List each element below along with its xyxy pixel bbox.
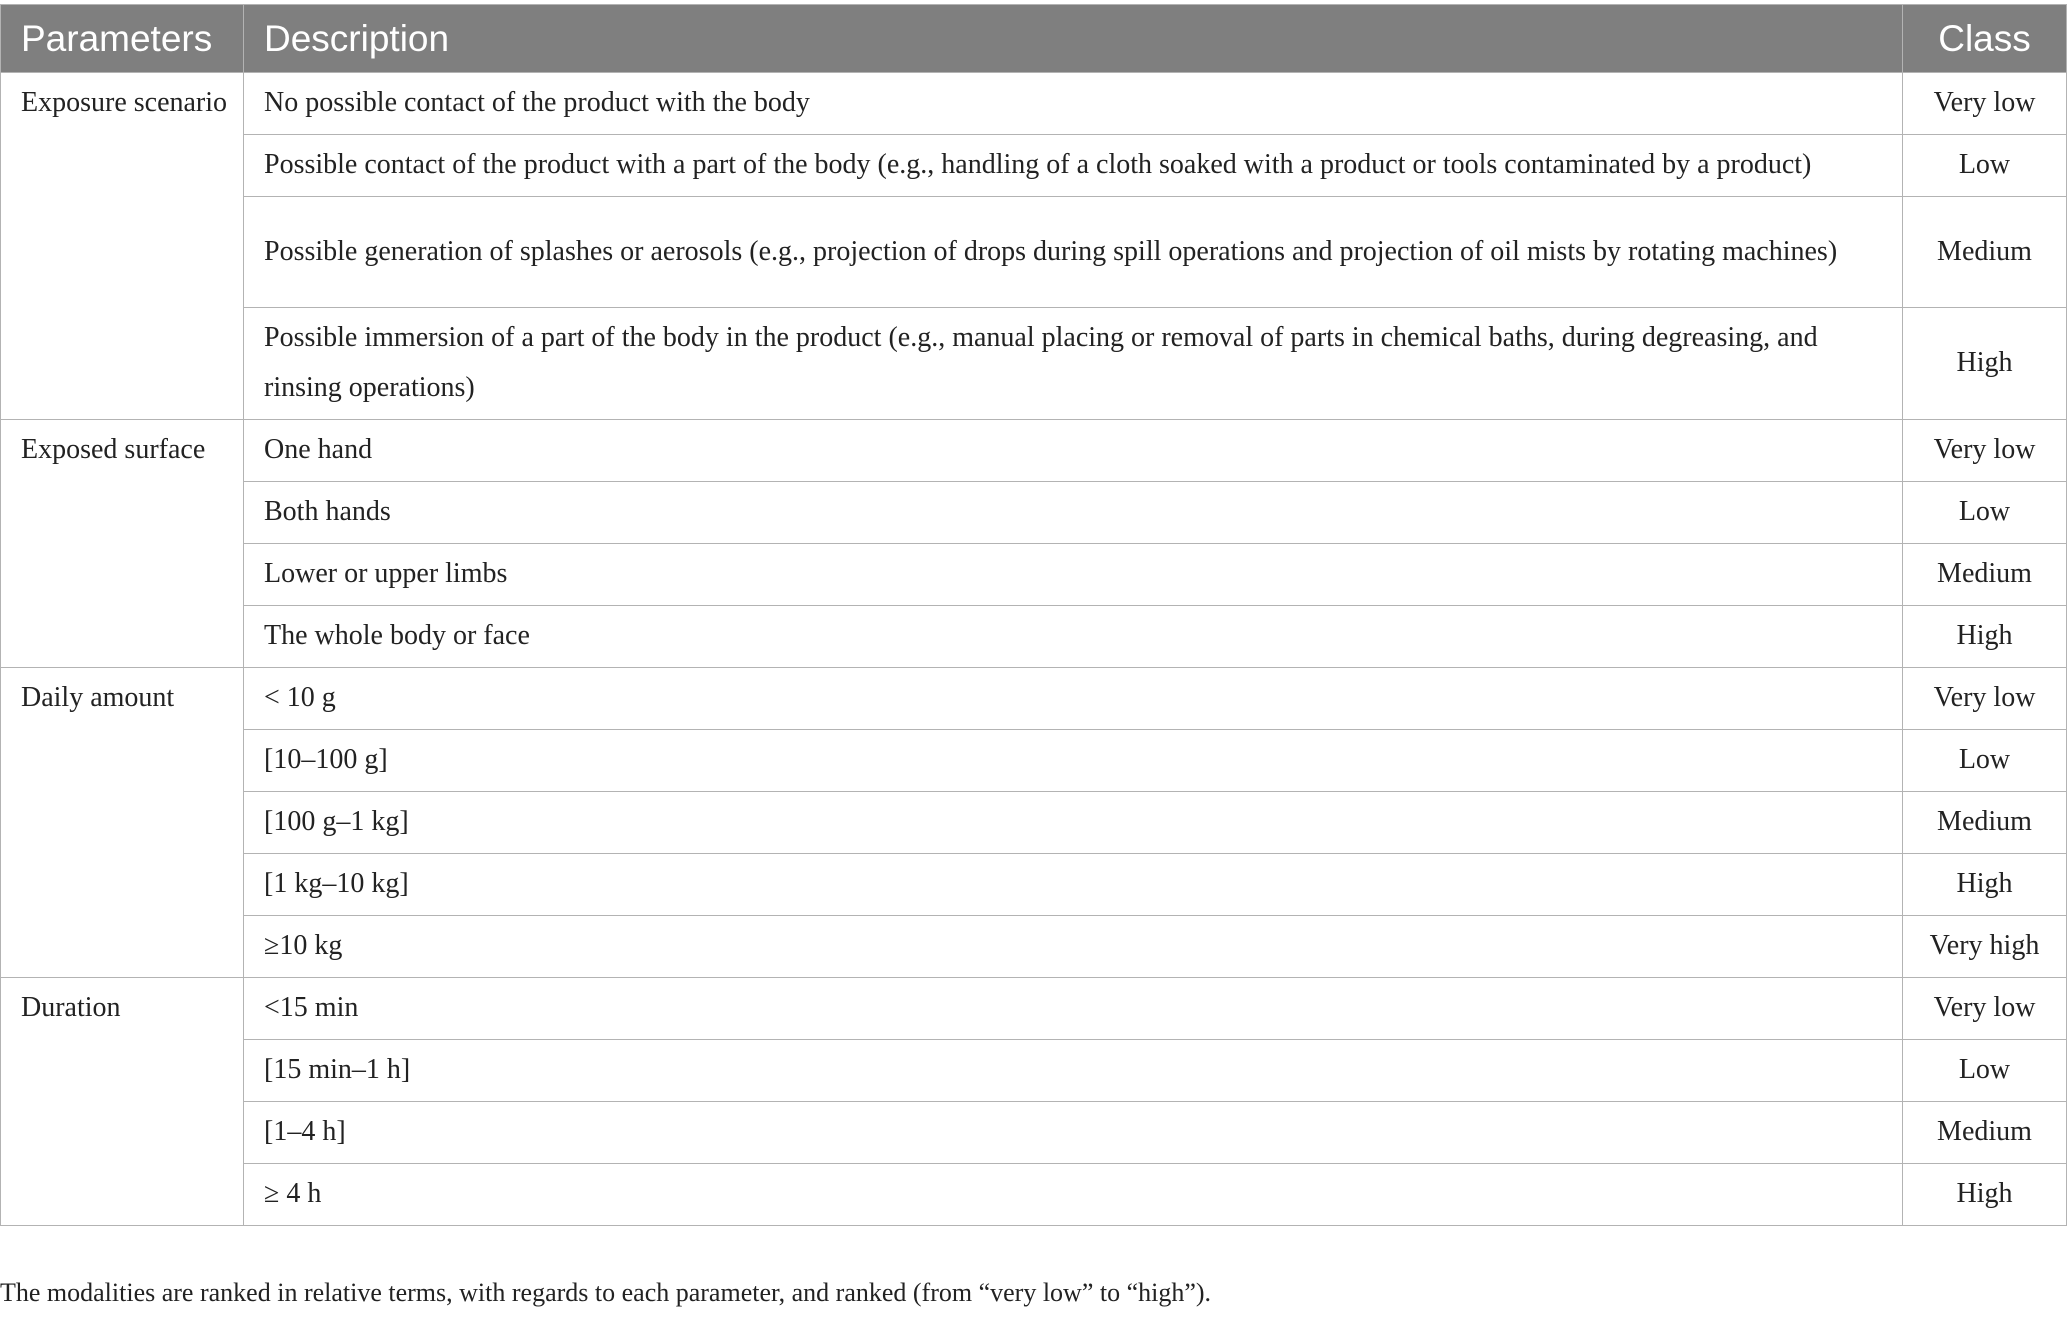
table-body	[1, 73, 2067, 1226]
class-cell: Very low	[1903, 420, 2067, 482]
description-cell: No possible contact of the product with the body	[244, 73, 1903, 135]
description-cell: [10–100 g]	[244, 730, 1903, 792]
description-cell: One hand	[244, 420, 1903, 482]
document-page	[0, 4, 2066, 1226]
table-row	[1, 730, 2067, 792]
description-cell: [15 min–1 h]	[244, 1040, 1903, 1102]
table-row	[1, 792, 2067, 854]
parameter-exposure-scenario: Exposure scenario	[1, 73, 244, 420]
classification-table	[0, 4, 2067, 1226]
description-cell: [100 g–1 kg]	[244, 792, 1903, 854]
description-cell: Possible contact of the product with a part of the body (e.g., handling of a cloth soaked with a product or tools contaminated by a product)	[244, 135, 1903, 197]
class-cell: High	[1903, 1164, 2067, 1226]
table-row	[1, 606, 2067, 668]
class-cell: Medium	[1903, 1102, 2067, 1164]
table-row	[1, 916, 2067, 978]
description-cell: [1 kg–10 kg]	[244, 854, 1903, 916]
parameter-exposed-surface: Exposed surface	[1, 420, 244, 668]
description-cell: Possible immersion of a part of the body in the product (e.g., manual placing or removal of parts in chemical baths, during degreasing, and rinsing operations)	[244, 308, 1903, 420]
class-cell: High	[1903, 854, 2067, 916]
class-cell: Low	[1903, 730, 2067, 792]
table-row	[1, 308, 2067, 420]
header-row	[1, 5, 2067, 73]
table-row	[1, 1102, 2067, 1164]
class-cell: High	[1903, 606, 2067, 668]
class-cell: Medium	[1903, 544, 2067, 606]
class-cell: Low	[1903, 1040, 2067, 1102]
description-cell: < 10 g	[244, 668, 1903, 730]
class-cell: Low	[1903, 135, 2067, 197]
class-cell: Very high	[1903, 916, 2067, 978]
table-row	[1, 135, 2067, 197]
table-row	[1, 482, 2067, 544]
table-footnote: The modalities are ranked in relative terms, with regards to each parameter, and ranked (from “very low” to “high”).	[0, 1278, 1212, 1307]
header-class: Class	[1903, 5, 2067, 73]
description-cell: ≥ 4 h	[244, 1164, 1903, 1226]
description-cell: Lower or upper limbs	[244, 544, 1903, 606]
table-row	[1, 854, 2067, 916]
class-cell: High	[1903, 308, 2067, 420]
class-cell: Very low	[1903, 978, 2067, 1040]
header-description: Description	[244, 5, 1903, 73]
description-cell: [1–4 h]	[244, 1102, 1903, 1164]
description-cell: ≥10 kg	[244, 916, 1903, 978]
table-row	[1, 420, 2067, 482]
class-cell: Very low	[1903, 668, 2067, 730]
table-row	[1, 978, 2067, 1040]
description-cell: Possible generation of splashes or aerosols (e.g., projection of drops during spill operations and projection of oil mists by rotating machines)	[244, 197, 1903, 308]
table-header	[1, 5, 2067, 73]
parameter-daily-amount: Daily amount	[1, 668, 244, 978]
header-parameters: Parameters	[1, 5, 244, 73]
class-cell: Very low	[1903, 73, 2067, 135]
parameter-duration: Duration	[1, 978, 244, 1226]
table-row	[1, 544, 2067, 606]
description-cell: Both hands	[244, 482, 1903, 544]
table-row	[1, 1164, 2067, 1226]
table-row	[1, 197, 2067, 308]
class-cell: Medium	[1903, 792, 2067, 854]
class-cell: Low	[1903, 482, 2067, 544]
class-cell: Medium	[1903, 197, 2067, 308]
description-cell: <15 min	[244, 978, 1903, 1040]
table-row	[1, 73, 2067, 135]
table-row	[1, 1040, 2067, 1102]
description-cell: The whole body or face	[244, 606, 1903, 668]
table-row	[1, 668, 2067, 730]
